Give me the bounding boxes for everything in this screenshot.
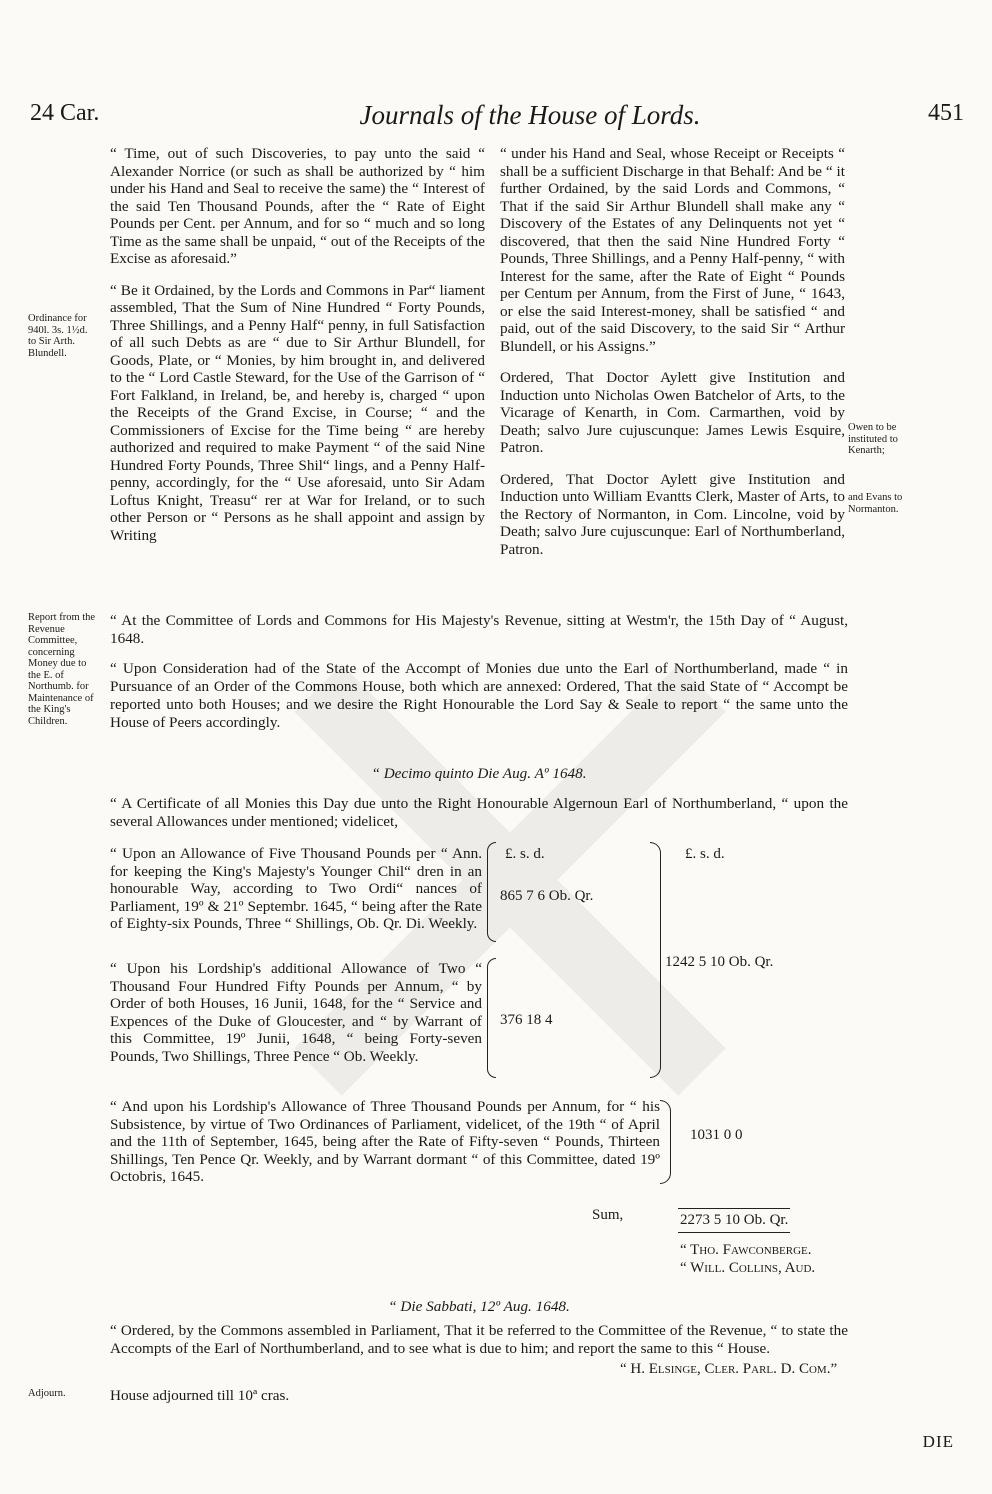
paragraph-discovery: “ under his Hand and Seal, whose Receipt or Receipts “ shall be a sufficient Discharge in that Behalf: And be “ it further Ordained, by the said Lords and Commons, “ That if the said Sir Arthur Blundell shall make any “ Discovery of the Estates of any Delinquents not yet “ discovered, that then the said Nine Hundred Forty “ Pounds, Three Shillings, and a Penny Half-penny, “ with Interest for the same, after the Rate of Eight “ Pounds per Centum per Annum, from the First of June, “ 1643, or else the said Interest-money, shall be satisfied “ and paid, out of the said Discovery, to the said Sir “ Arthur Blundell, or his Assigns.” — [500, 145, 845, 355]
left-brace-2 — [487, 958, 496, 1078]
right-column — [500, 145, 845, 572]
adjourned-line: House adjourned till 10ª cras. — [110, 1387, 290, 1404]
margin-note-ordinance: Ordinance for 940l. 3s. 1½d. to Sir Arth. Blundell. — [28, 313, 88, 359]
margin-note-report: Report from the Revenue Committee, concerning Money due to the E. of Northumb. for Maintenance of the King's Children. — [28, 612, 96, 727]
certificate-heading: “ A Certificate of all Monies this Day due unto the Right Honourable Algernoun Earl of Northumberland, “ upon the several Allowances under mentioned; videlicet, — [110, 795, 848, 830]
commons-order: “ Ordered, by the Commons assembled in Parliament, That it be referred to the Committee of the Revenue, “ to state the Accompts of the Earl of Northumberland, and to see what is due to him; and report the same to this “ House. — [110, 1322, 848, 1357]
allowance-2-text: “ Upon his Lordship's additional Allowance of Two “ Thousand Four Hundred Fifty Pounds per Annum, “ by Order of both Houses, 16 Junii, 1648, for the “ Service and Expences of the Duke of Gloucester, and “ by Warrant of this Committee, 19º Junii, 1648, “ being Forty-seven Pounds, Two Shillings, Three Pence “ Ob. Weekly. — [110, 960, 482, 1065]
sabbati-date: “ Die Sabbati, 12º Aug. 1648. — [388, 1298, 570, 1315]
header-title: Journals of the House of Lords. — [359, 100, 701, 130]
allowance-1-amount: 865 7 6 Ob. Qr. — [500, 888, 594, 904]
lsd-heading: £. s. d. — [505, 846, 545, 862]
allowance-2-amount: 376 18 4 — [500, 1012, 553, 1028]
signature-fawconberge: “ Tho. Fawconberge. — [680, 1242, 812, 1258]
sum-value: 2273 5 10 Ob. Qr. — [678, 1208, 790, 1233]
subtotal-amount: 1242 5 10 Ob. Qr. — [665, 954, 774, 970]
paragraph-owen-order: Ordered, That Doctor Aylett give Institution and Induction unto Nicholas Owen Batchelor of Arts, to the Vicarage of Kenarth, in Com. Carmarthen, void by Death; salvo Jure cujuscunque: James Lewis Esquire, Patron. — [500, 369, 845, 456]
committee-heading: “ At the Committee of Lords and Commons for His Majesty's Revenue, sitting at Westm'r, the 15th Day of “ August, 1648. — [110, 612, 848, 647]
allowance-1-text: “ Upon an Allowance of Five Thousand Pounds per “ Ann. for keeping the King's Majesty's Younger Chil“ dren in an honourable Way, according to Two Ordi“ nances of Parliament, 19º & 21º Septembr. 1645, “ being after the Rate of Eighty-six Pounds, Three “ Shillings, Ob. Qr. Di. Weekly. — [110, 845, 482, 932]
sum-label: Sum, — [592, 1207, 624, 1223]
allowance-3-text: “ And upon his Lordship's Allowance of Three Thousand Pounds per Annum, for “ his Subsistence, by virtue of Two Ordinances of Parliament, videlicet, of the 19th “ of April and the 11th of September, 1645, being after the Rate of Fifty-seven “ Pounds, Thirteen Shillings, Ten Pence Qr. Weekly, and by Warrant dormant “ of this Committee, dated 19º Octobris, 1645. — [110, 1098, 660, 1185]
paragraph-ordinance-blundell: “ Be it Ordained, by the Lords and Commons in Par“ liament assembled, That the Sum of Nine Hundred “ Forty Pounds, Three Shillings, and a Penny Half“ penny, in full Satisfaction of all such Debts as are “ due to Sir Arthur Blundell, for Goods, Plate, or “ Monies, by him brought in, and delivered to the “ Lord Castle Steward, for the Use of the Garrison of “ Fort Falkland, in Ireland, be, and hereby is, charged “ upon the Receipts of the Grand Excise, in Course; “ and the Commissioners of Excise for the Time being “ are hereby authorized and required to make Payment “ of the said Nine Hundred Forty Pounds, Three Shil“ lings, and a Penny Half-penny, accordingly, for the “ Use aforesaid, unto Sir Adam Loftus Knight, Treasu“ rer at War for Ireland, or to such other Person or “ Persons as he shall appoint and assign by Writing — [110, 281, 485, 544]
margin-note-adjourn: Adjourn. — [28, 1388, 66, 1399]
date-line: “ Decimo quinto Die Aug. Aº 1648. — [371, 765, 587, 782]
lsd-heading-subtotal: £. s. d. — [685, 846, 725, 862]
margin-note-evans: and Evans to Normanton. — [848, 492, 903, 515]
right-brace-subtotal — [650, 842, 661, 1078]
elsinge-signature: “ H. Elsinge, Cler. Parl. D. Com.” — [620, 1361, 838, 1377]
consideration-paragraph: “ Upon Consideration had of the State of the Accompt of Monies due unto the Earl of Northumberland, made “ in Pursuance of an Order of the Commons House, both which are annexed: Ordered, That the said State of “ Accompt be reported unto both Houses; and we desire the Right Honourable the Lord Say & Seale to report “ the same unto the House of Peers accordingly. — [110, 660, 848, 731]
left-column — [110, 145, 485, 558]
catchword: DIE — [922, 1432, 954, 1451]
signature-collins: “ Will. Collins, Aud. — [680, 1260, 816, 1276]
allowance-3-amount: 1031 0 0 — [690, 1127, 743, 1143]
page-number: 451 — [928, 100, 964, 126]
header-left: 24 Car. — [30, 100, 100, 126]
right-brace-third — [660, 1100, 671, 1184]
left-brace-1 — [487, 842, 496, 942]
margin-note-owen: Owen to be instituted to Kenarth; — [848, 422, 898, 456]
paragraph-evans-order: Ordered, That Doctor Aylett give Institution and Induction unto William Evantts Clerk, Master of Arts, to the Rectory of Normanton, in Com. Lincolne, void by Death; salvo Jure cujuscunque: Earl of Northumberland, Patron. — [500, 470, 845, 558]
paragraph-norrice: “ Time, out of such Discoveries, to pay unto the said “ Alexander Norrice (or such as shall be authorized by “ him under his Hand and Seal to receive the same) the “ Interest of the said Ten Thousand Pounds, after the “ Rate of Eight Pounds per Cent. per Annum, and for so “ much and so long Time as the same shall be unpaid, “ out of the Receipts of the Excise as aforesaid.” — [110, 145, 485, 267]
